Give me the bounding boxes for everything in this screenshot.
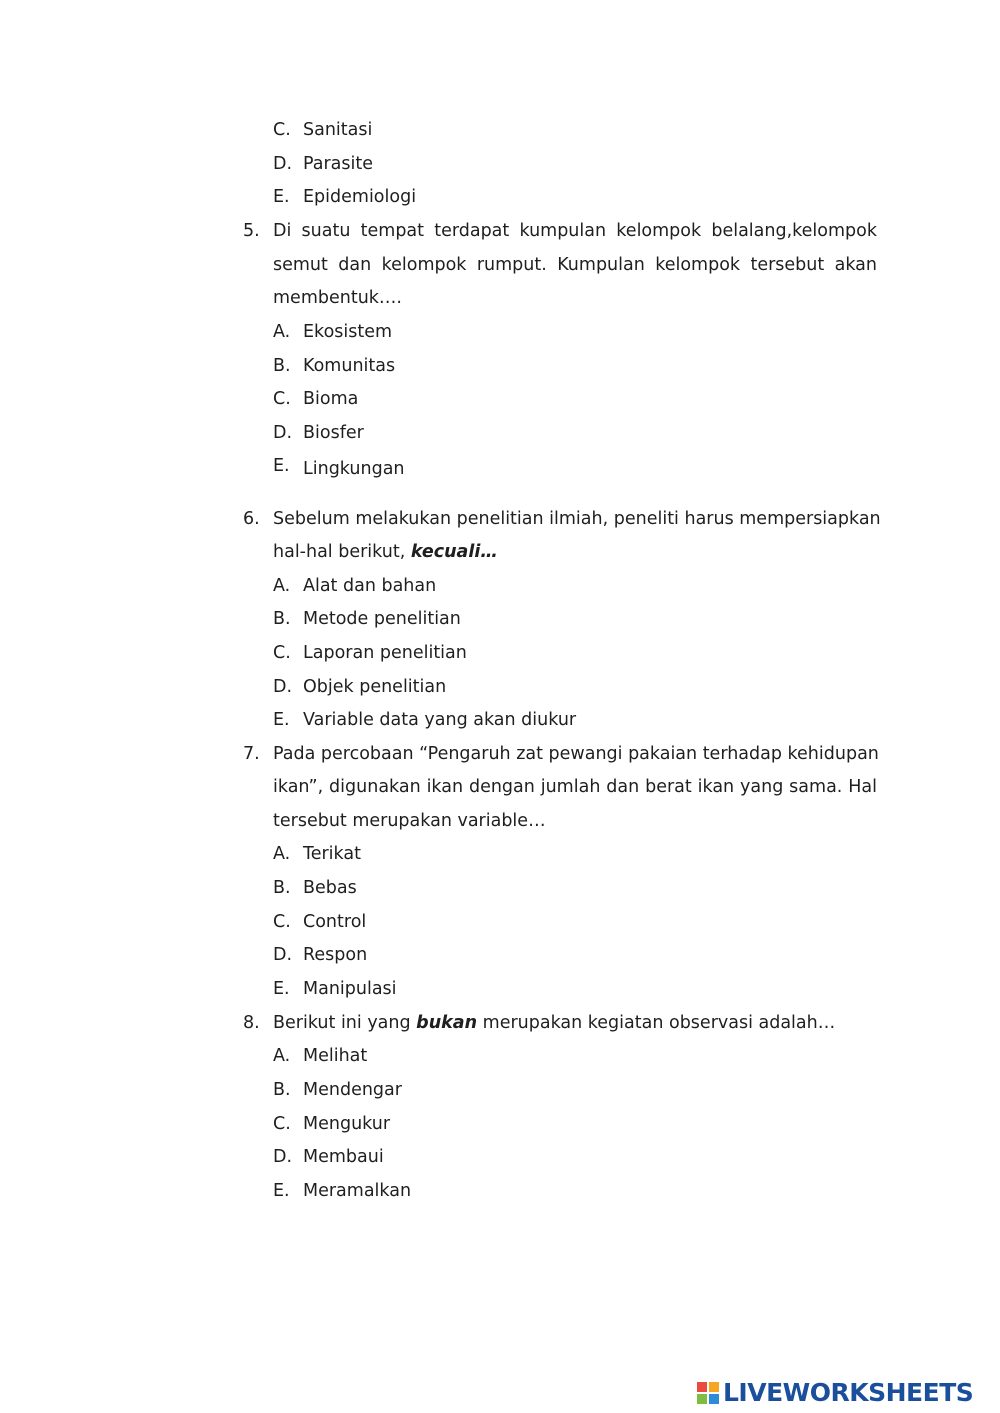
question-6-line-1: Sebelum melakukan penelitian ilmiah, peneliti harus mempersiapkan: [273, 509, 881, 529]
option-text: Variable data yang akan diukur: [303, 710, 577, 730]
question-8-line-1: [273, 1012, 877, 1034]
option-text: Epidemiologi: [303, 187, 417, 207]
option-text: Terikat: [303, 844, 361, 864]
option-letter: D.: [273, 677, 293, 697]
question-8-number: 8.: [243, 1013, 260, 1033]
question-8-emphasis: bukan: [416, 1013, 478, 1033]
option-letter: D.: [273, 154, 293, 174]
option-letter: C.: [273, 643, 291, 663]
liveworksheets-logo-icon: [697, 1382, 719, 1404]
question-6-emphasis: kecuali…: [410, 542, 498, 562]
option-letter: D.: [273, 423, 293, 443]
option-letter: B.: [273, 356, 291, 376]
option-text: Alat dan bahan: [303, 576, 437, 596]
question-6-line-2: [273, 541, 877, 563]
option-letter: D.: [273, 945, 293, 965]
option-letter: C.: [273, 912, 291, 932]
question-7-line-1: Pada percobaan “Pengaruh zat pewangi pakaian terhadap kehidupan: [273, 744, 879, 764]
option-letter: A.: [273, 1046, 291, 1066]
option-letter: E.: [273, 710, 290, 730]
option-letter: B.: [273, 609, 291, 629]
liveworksheets-logo-text: LIVEWORKSHEETS: [723, 1378, 974, 1407]
option-text: Ekosistem: [303, 322, 393, 342]
question-8-text-suffix: merupakan kegiatan observasi adalah…: [477, 1013, 836, 1033]
option-text: Mendengar: [303, 1080, 402, 1100]
option-letter: E.: [273, 979, 290, 999]
option-text: Melihat: [303, 1046, 368, 1066]
option-text: Meramalkan: [303, 1181, 412, 1201]
option-text: Parasite: [303, 154, 374, 174]
option-text: Objek penelitian: [303, 677, 447, 697]
question-5-number: 5.: [243, 221, 260, 241]
option-letter: A.: [273, 576, 291, 596]
option-text: Biosfer: [303, 423, 364, 443]
option-letter: E.: [273, 187, 290, 207]
question-7-line-2: ikan”, digunakan ikan dengan jumlah dan berat ikan yang sama. Hal: [273, 777, 877, 797]
option-text: Metode penelitian: [303, 609, 461, 629]
option-letter: C.: [273, 1114, 291, 1134]
question-5-line-2: semut dan kelompok rumput. Kumpulan kelompok tersebut akan: [273, 255, 877, 275]
question-7-number: 7.: [243, 744, 260, 764]
option-text: Mengukur: [303, 1114, 391, 1134]
option-text: Respon: [303, 945, 368, 965]
option-letter: D.: [273, 1147, 293, 1167]
option-letter: E.: [273, 456, 290, 476]
option-text: Sanitasi: [303, 120, 373, 140]
option-text: Manipulasi: [303, 979, 397, 999]
question-7-line-3: tersebut merupakan variable…: [273, 811, 546, 831]
option-letter: A.: [273, 844, 291, 864]
option-text: Membaui: [303, 1147, 384, 1167]
question-5-line-1: Di suatu tempat terdapat kumpulan kelompok belalang,kelompok: [273, 221, 877, 241]
question-5-line-3: membentuk….: [273, 288, 402, 308]
option-text: Bebas: [303, 878, 357, 898]
option-letter: B.: [273, 1080, 291, 1100]
option-letter: C.: [273, 120, 291, 140]
liveworksheets-logo: [697, 1378, 993, 1408]
option-letter: C.: [273, 389, 291, 409]
option-text: Bioma: [303, 389, 359, 409]
question-8-text-prefix: Berikut ini yang: [273, 1013, 417, 1033]
option-text: Control: [303, 912, 367, 932]
question-6-line-2-text: hal-hal berikut,: [273, 542, 411, 562]
option-letter: E.: [273, 1181, 290, 1201]
question-6-number: 6.: [243, 509, 260, 529]
option-text: Laporan penelitian: [303, 643, 467, 663]
option-text: Lingkungan: [303, 459, 405, 479]
option-text: Komunitas: [303, 356, 396, 376]
option-letter: A.: [273, 322, 291, 342]
option-letter: B.: [273, 878, 291, 898]
